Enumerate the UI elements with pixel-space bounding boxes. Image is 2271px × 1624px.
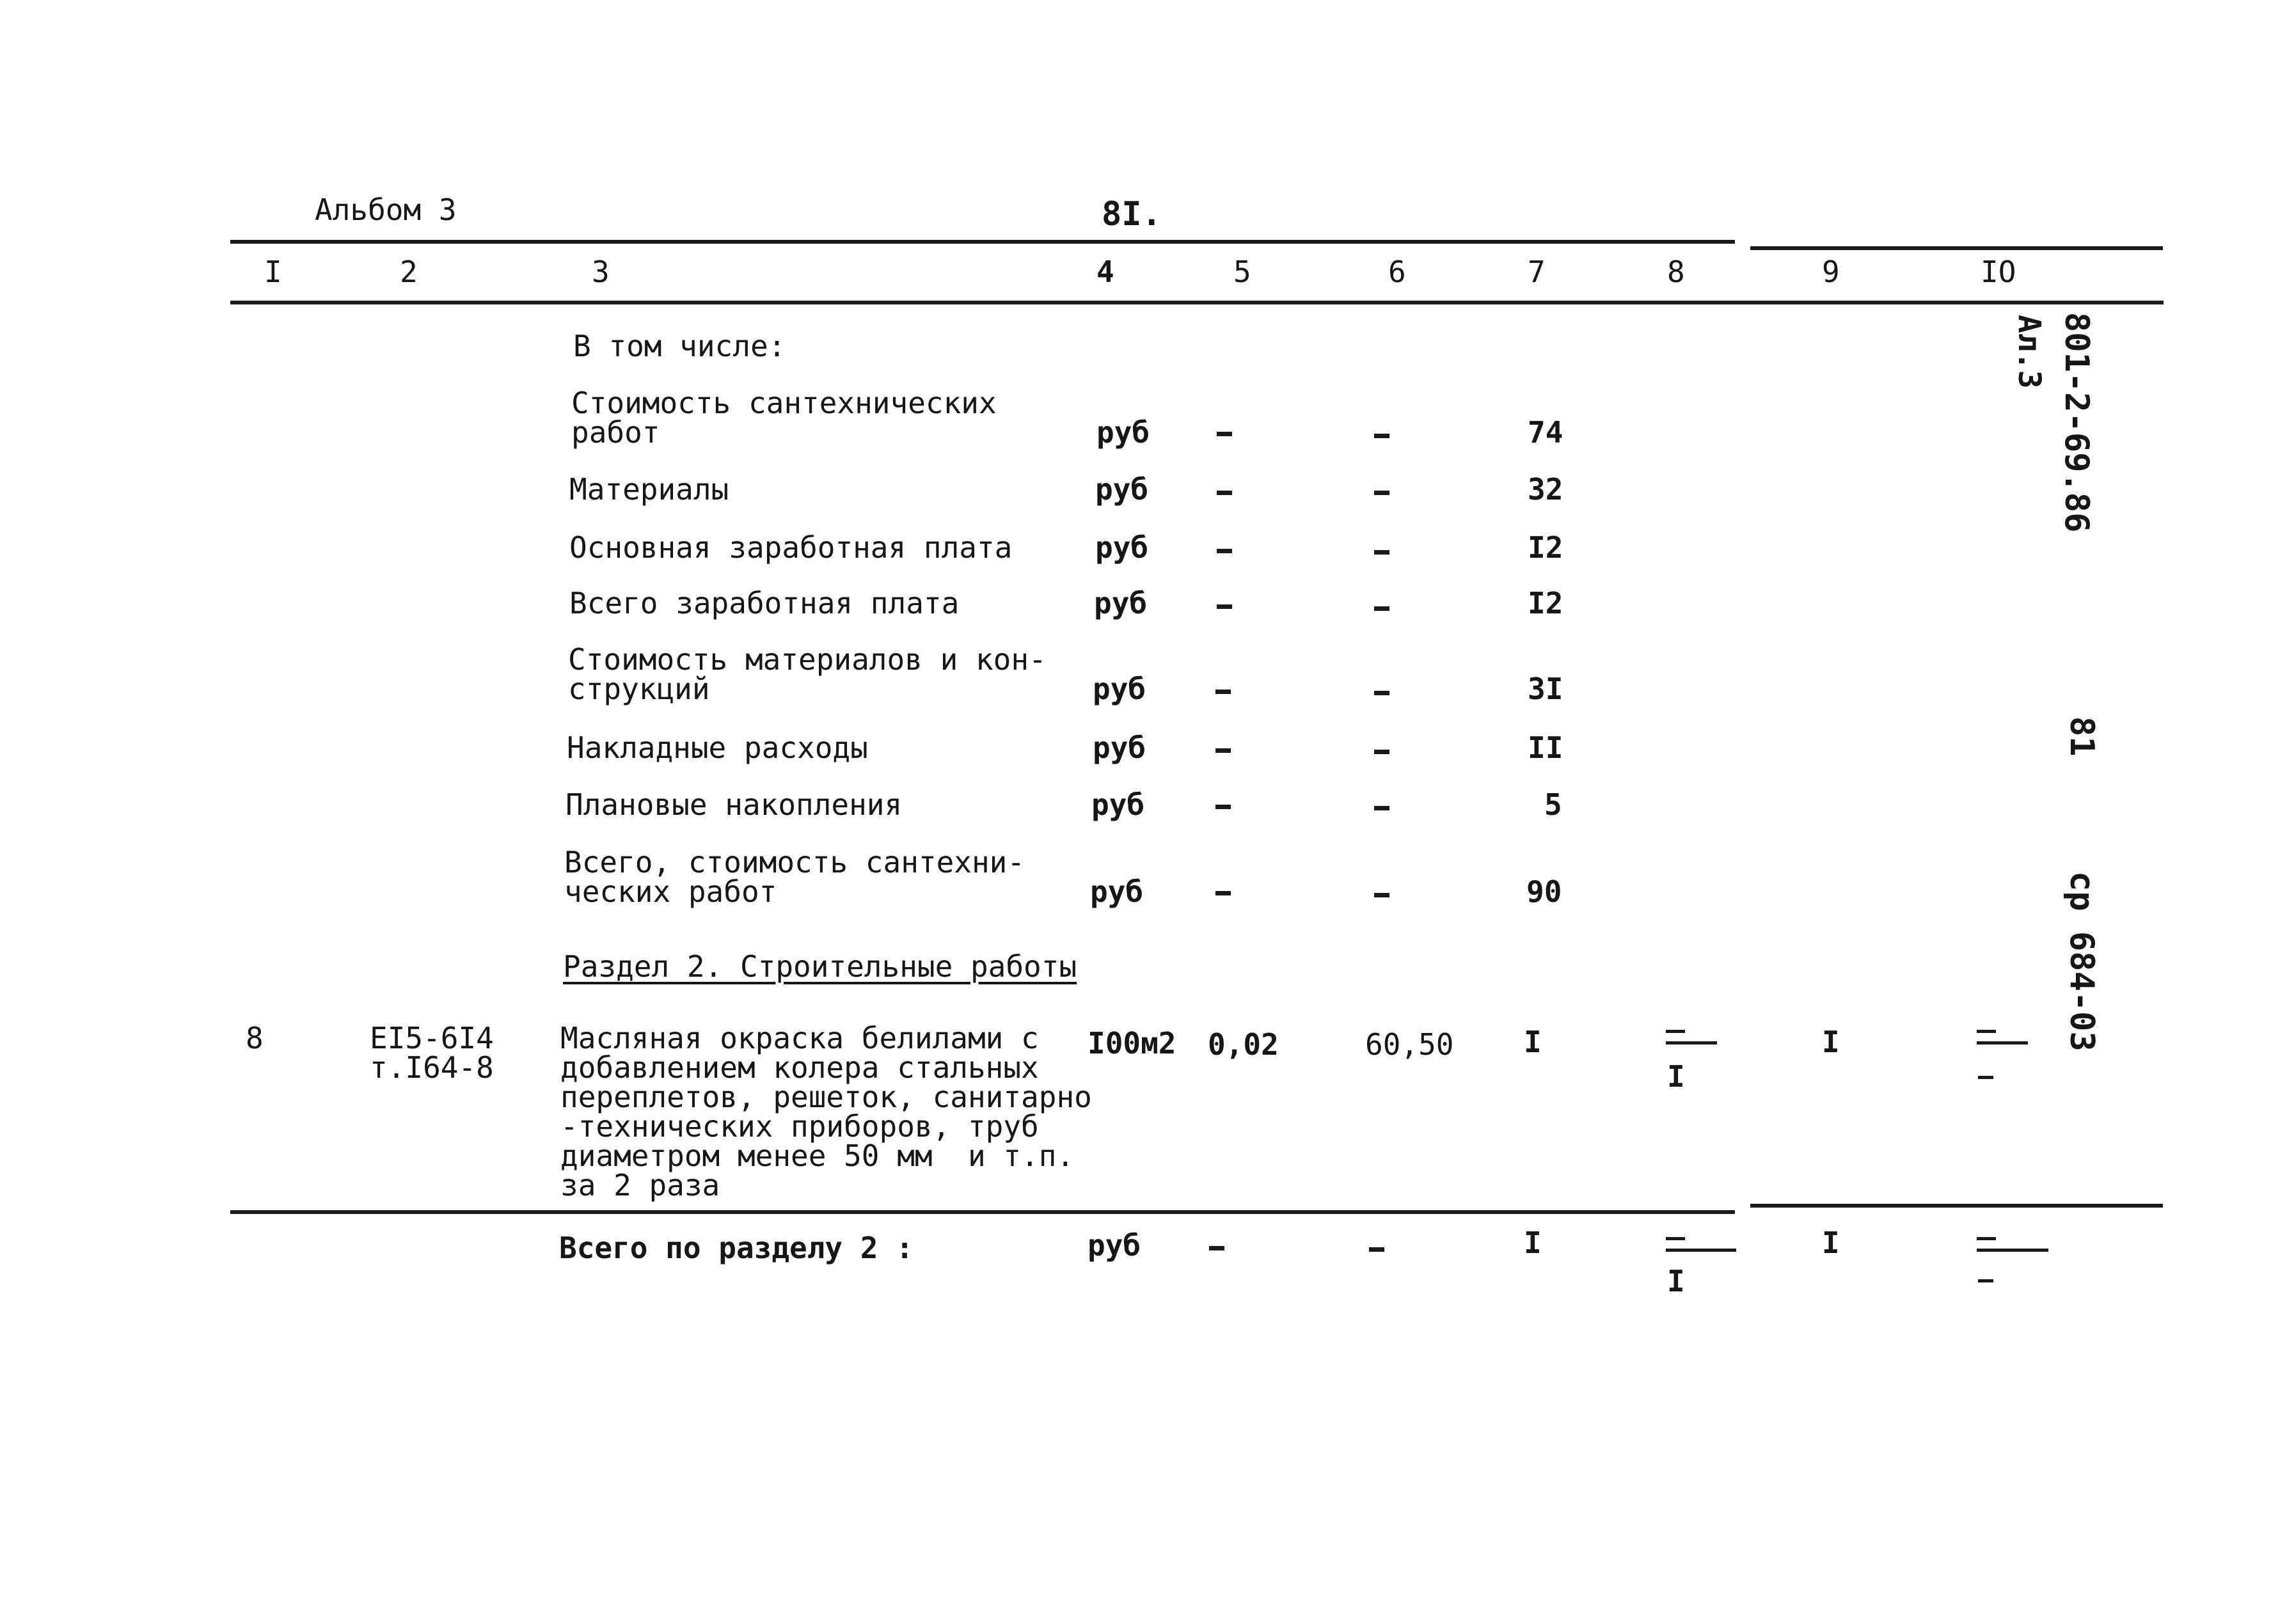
work-row-description: диаметром менее 50 мм и т.п. — [560, 1139, 1075, 1173]
work-row-price: 60,50 — [1365, 1027, 1454, 1062]
work-row-col10-fraction-line — [1977, 1041, 2028, 1045]
section-title: Раздел 2. Строительные работы — [563, 949, 1077, 984]
section-total-col8-bottom: I — [1667, 1264, 1685, 1298]
cost-item-name-cont: струкций — [568, 672, 710, 706]
cost-item-col7: I2 — [1528, 586, 1563, 620]
col-header-9: 9 — [1822, 255, 1840, 289]
section-total-col8-dash — [1666, 1237, 1685, 1240]
top-rule-left — [230, 240, 1735, 244]
bottom-rule-left — [230, 1210, 1735, 1214]
cost-item-col7: 3I — [1528, 672, 1563, 706]
cost-item-col5-dash — [1217, 604, 1232, 609]
cost-item-col6-dash — [1374, 691, 1389, 695]
page-number: 8I. — [1102, 195, 1162, 233]
work-row-col10-bottom-dash — [1978, 1076, 1993, 1079]
work-row-description: Масляная окраска белилами с — [560, 1021, 1039, 1055]
col-header-7: 7 — [1528, 255, 1546, 289]
work-row-unit: I00м2 — [1088, 1026, 1176, 1060]
col-header-3: 3 — [592, 255, 610, 289]
col-header-10: IO — [1981, 255, 2016, 289]
work-row-code-table: т.I64-8 — [370, 1050, 494, 1085]
album-label: Альбом 3 — [315, 193, 457, 227]
col-header-2: 2 — [400, 255, 418, 289]
cost-item-unit: руб — [1096, 415, 1150, 450]
col-header-5: 5 — [1233, 255, 1251, 289]
cost-item-name-cont: ческих работ — [564, 874, 777, 909]
cost-item-name: Основная заработная плата — [569, 530, 1013, 565]
cost-item-col5-dash — [1217, 491, 1232, 495]
work-row-description: за 2 раза — [560, 1168, 720, 1202]
cost-item-col7: 74 — [1528, 415, 1563, 450]
cost-item-name: Всего, стоимость сантехни- — [564, 845, 1025, 879]
section-total-col7: I — [1524, 1226, 1542, 1260]
cost-item-col5-dash — [1215, 805, 1231, 809]
cost-item-name: Всего заработная плата — [569, 586, 960, 620]
work-row-col8-fraction-line — [1666, 1041, 1717, 1045]
section-total-col6-dash — [1369, 1247, 1384, 1252]
work-row-col10-dash — [1977, 1030, 1996, 1033]
work-row-col8-bottom: I — [1667, 1059, 1685, 1094]
section-total-col10-dash — [1977, 1237, 1996, 1240]
cost-item-unit: руб — [1093, 730, 1146, 765]
cost-item-name: Плановые накопления — [566, 787, 903, 822]
section-total-col8-fraction-line — [1666, 1249, 1736, 1252]
col-header-8: 8 — [1667, 255, 1685, 289]
work-row-description: переплетов, решеток, санитарно — [560, 1080, 1092, 1114]
cost-item-col7: 90 — [1526, 874, 1562, 909]
col-header-6: 6 — [1388, 255, 1406, 289]
work-row-description: добавлением колера стальных — [560, 1050, 1039, 1085]
cost-item-name: Накладные расходы — [567, 730, 868, 765]
work-row-number: 8 — [246, 1021, 264, 1055]
cost-item-col7: 32 — [1528, 472, 1563, 507]
cost-item-unit: руб — [1093, 672, 1146, 706]
section-total-col9: I — [1822, 1226, 1840, 1260]
cost-item-col6-dash — [1374, 806, 1389, 810]
cost-item-col7: I2 — [1528, 530, 1563, 565]
cost-item-col7: 5 — [1544, 787, 1562, 822]
cost-item-unit: руб — [1090, 874, 1144, 909]
cost-item-col5-dash — [1215, 748, 1231, 753]
side-album: Ал.3 — [2011, 315, 2047, 389]
cost-item-col6-dash — [1374, 606, 1389, 611]
cost-item-name: Материалы — [569, 472, 729, 507]
cost-item-col5-dash — [1215, 690, 1231, 694]
work-row-col7: I — [1524, 1025, 1542, 1059]
cost-item-col6-dash — [1374, 434, 1389, 438]
cost-item-col6-dash — [1374, 491, 1389, 495]
cost-item-name-cont: работ — [571, 415, 660, 450]
cost-item-col5-dash — [1217, 432, 1232, 436]
cost-item-col5-dash — [1217, 549, 1232, 553]
side-stamp: ср 684-03 — [2062, 871, 2101, 1052]
including-label: В том числе: — [573, 329, 786, 363]
top-rule-right — [1750, 246, 2163, 250]
cost-item-col6-dash — [1374, 550, 1389, 555]
header-bottom-rule — [230, 301, 2164, 304]
cost-item-unit: руб — [1091, 787, 1145, 822]
section-total-col10-fraction-line — [1977, 1249, 2048, 1252]
cost-item-col6-dash — [1374, 893, 1389, 897]
section-total-col5-dash — [1209, 1246, 1224, 1250]
work-row-col8-dash — [1666, 1030, 1685, 1033]
cost-item-unit: руб — [1094, 586, 1148, 620]
bottom-rule-right — [1750, 1204, 2163, 1208]
cost-item-name: Стоимость сантехнических — [571, 386, 997, 420]
cost-item-col5-dash — [1215, 891, 1231, 895]
col-header-4: 4 — [1096, 255, 1114, 289]
section-total-unit: руб — [1088, 1228, 1141, 1263]
col-header-1: I — [264, 255, 282, 289]
work-row-col9: I — [1822, 1025, 1840, 1059]
work-row-quantity: 0,02 — [1208, 1027, 1279, 1062]
cost-item-col7: II — [1528, 730, 1563, 765]
section-total-label: Всего по разделу 2 : — [559, 1231, 914, 1265]
cost-item-unit: руб — [1095, 530, 1149, 565]
work-row-description: -технических приборов, труб — [560, 1109, 1039, 1144]
side-page-number: 81 — [2062, 716, 2101, 757]
section-total-col10-bottom-dash — [1978, 1279, 1993, 1282]
cost-item-name: Стоимость материалов и кон- — [568, 642, 1047, 677]
side-doc-code: 801-2-69.86 — [2057, 312, 2096, 533]
work-row-code: EI5-6I4 — [370, 1021, 494, 1055]
cost-item-col6-dash — [1374, 750, 1389, 754]
cost-item-unit: руб — [1095, 472, 1149, 507]
